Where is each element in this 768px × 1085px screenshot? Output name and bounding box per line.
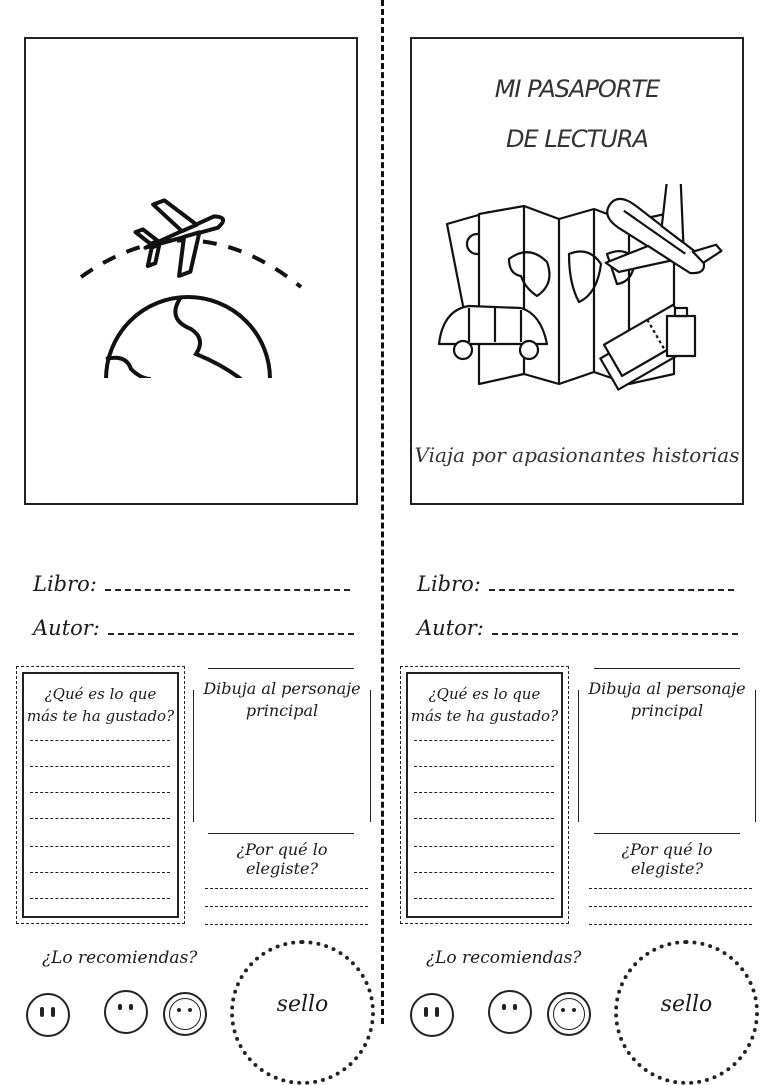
author-input-line[interactable] bbox=[492, 619, 738, 635]
author-field bbox=[417, 616, 738, 640]
why-top-bracket bbox=[594, 833, 740, 834]
author-input-line[interactable] bbox=[108, 619, 354, 635]
why-answer-line[interactable] bbox=[205, 888, 368, 889]
why-answer-line[interactable] bbox=[205, 924, 368, 925]
draw-character-prompt bbox=[196, 678, 368, 722]
book-input-line[interactable] bbox=[489, 575, 734, 591]
draw-character-prompt bbox=[581, 678, 753, 722]
favorite-answer-line[interactable] bbox=[414, 792, 554, 793]
favorite-answer-line[interactable] bbox=[30, 792, 170, 793]
stamp-label: sello bbox=[276, 992, 329, 1017]
why-question-line1: ¿Por qué lo bbox=[621, 840, 713, 859]
why-chosen-question bbox=[196, 840, 368, 878]
draw-prompt-line2: principal bbox=[630, 701, 704, 720]
plane-over-globe-icon bbox=[71, 179, 311, 399]
why-answer-line[interactable] bbox=[589, 888, 752, 889]
book-field bbox=[417, 572, 734, 596]
why-chosen-question bbox=[581, 840, 753, 878]
draw-area-left-bracket bbox=[193, 690, 194, 822]
favorite-answer-line[interactable] bbox=[30, 818, 170, 819]
recommend-question: ¿Lo recomiendas? bbox=[42, 948, 198, 968]
why-answer-line[interactable] bbox=[589, 906, 752, 907]
favorite-answer-line[interactable] bbox=[414, 846, 554, 847]
back-cover-frame bbox=[24, 37, 358, 505]
sad-face-icon[interactable] bbox=[163, 992, 207, 1036]
favorite-question-line1: ¿Qué es lo que bbox=[44, 685, 157, 703]
stamp-label: sello bbox=[660, 992, 713, 1017]
favorite-answer-line[interactable] bbox=[414, 766, 554, 767]
cut-line-divider bbox=[381, 0, 384, 1024]
front-cover-frame bbox=[410, 37, 744, 505]
why-question-line1: ¿Por qué lo bbox=[236, 840, 328, 859]
draw-area-right-bracket bbox=[370, 690, 371, 822]
draw-area-right-bracket bbox=[755, 690, 756, 822]
happy-face-icon[interactable] bbox=[26, 993, 70, 1037]
draw-prompt-line1: Dibuja al personaje bbox=[203, 679, 361, 698]
draw-area-top-bracket bbox=[208, 668, 354, 669]
favorite-question bbox=[406, 683, 563, 727]
why-answer-line[interactable] bbox=[205, 906, 368, 907]
favorite-answer-line[interactable] bbox=[30, 846, 170, 847]
favorite-question bbox=[22, 683, 179, 727]
why-top-bracket bbox=[208, 833, 354, 834]
favorite-answer-line[interactable] bbox=[30, 872, 170, 873]
neutral-face-icon[interactable] bbox=[104, 990, 148, 1034]
book-field bbox=[33, 572, 350, 596]
why-answer-line[interactable] bbox=[589, 924, 752, 925]
travel-collage-icon bbox=[429, 184, 729, 414]
sad-face-icon[interactable] bbox=[547, 992, 591, 1036]
favorite-question-line1: ¿Qué es lo que bbox=[428, 685, 541, 703]
why-question-line2: elegiste? bbox=[245, 859, 319, 878]
neutral-face-icon[interactable] bbox=[488, 990, 532, 1034]
favorite-answer-line[interactable] bbox=[414, 818, 554, 819]
why-question-line2: elegiste? bbox=[630, 859, 704, 878]
favorite-answer-line[interactable] bbox=[414, 740, 554, 741]
favorite-answer-line[interactable] bbox=[30, 740, 170, 741]
favorite-answer-line[interactable] bbox=[30, 766, 170, 767]
book-input-line[interactable] bbox=[105, 575, 350, 591]
draw-area-top-bracket bbox=[594, 668, 740, 669]
draw-prompt-line1: Dibuja al personaje bbox=[588, 679, 746, 698]
draw-area-left-bracket bbox=[578, 690, 579, 822]
draw-area[interactable] bbox=[196, 728, 366, 824]
author-field bbox=[33, 616, 354, 640]
favorite-answer-line[interactable] bbox=[414, 898, 554, 899]
cover-title-line1: MI PASAPORTE bbox=[494, 75, 660, 103]
draw-area[interactable] bbox=[581, 728, 751, 824]
favorite-answer-line[interactable] bbox=[30, 898, 170, 899]
cover-title-line2: DE LECTURA bbox=[506, 125, 648, 153]
happy-face-icon[interactable] bbox=[410, 993, 454, 1037]
author-label: Autor: bbox=[33, 616, 100, 640]
favorite-answer-line[interactable] bbox=[414, 872, 554, 873]
favorite-question-line2: más te ha gustado? bbox=[410, 707, 559, 725]
draw-prompt-line2: principal bbox=[245, 701, 319, 720]
favorite-question-line2: más te ha gustado? bbox=[26, 707, 175, 725]
book-label: Libro: bbox=[417, 572, 481, 596]
recommend-question: ¿Lo recomiendas? bbox=[426, 948, 582, 968]
cover-slogan: Viaja por apasionantes historias bbox=[414, 443, 740, 467]
book-label: Libro: bbox=[33, 572, 97, 596]
author-label: Autor: bbox=[417, 616, 484, 640]
